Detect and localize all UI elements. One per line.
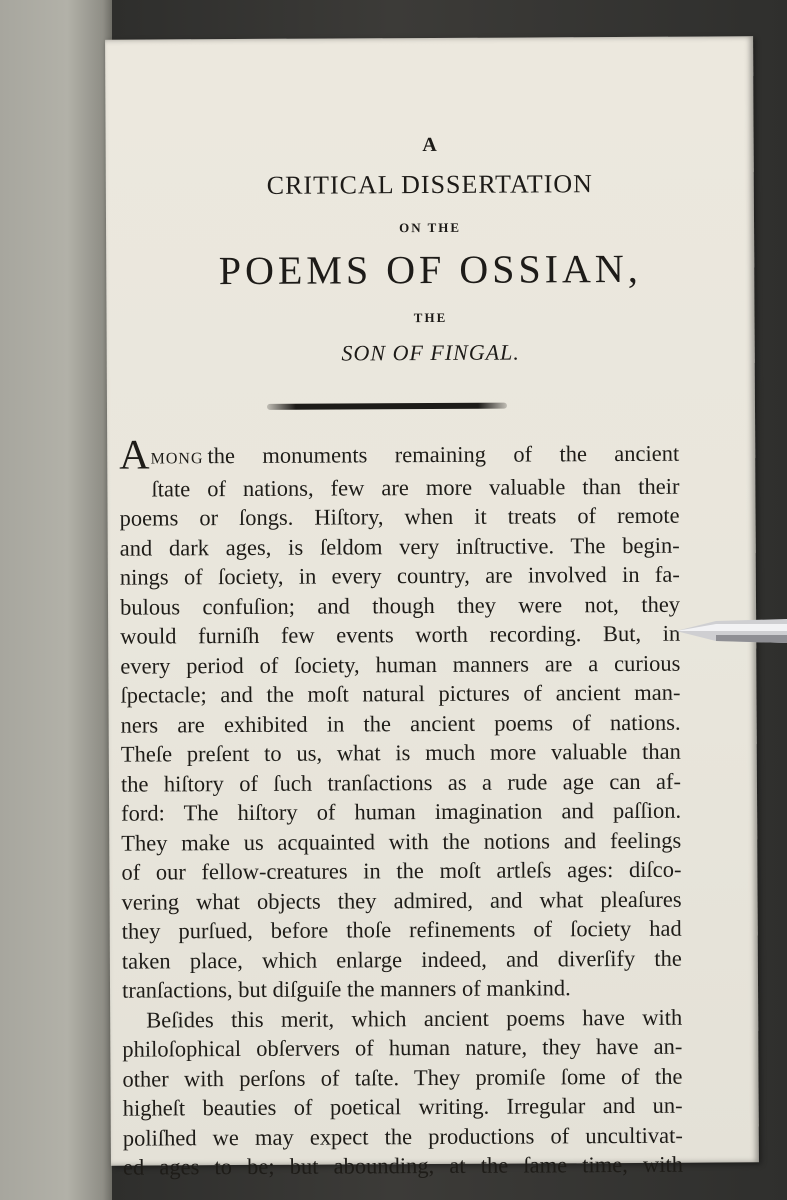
text-line: ſpectacle; and the moſt natural pictures of ancient man- — [120, 679, 681, 708]
text-line: the hiſtory of ſuch tranſactions as a rude age can af- — [120, 768, 682, 797]
facing-page-edge — [0, 0, 112, 1200]
text-line: they purſued, before thoſe refinements of ſociety had — [121, 915, 682, 944]
text-line: They make us acquainted with the notions and feelings — [121, 827, 682, 856]
title-on-the: ON THE — [399, 219, 462, 236]
text-line: higheſt beauties of poetical writing. Irregular and un- — [122, 1092, 683, 1121]
text-line: and dark ages, is ſeldom very inſtructive. The begin- — [119, 532, 680, 561]
small-caps-word: MONG — [150, 450, 204, 468]
title-critical-dissertation: CRITICAL DISSERTATION — [266, 169, 594, 200]
text-line: other with perſons of taſte. They promiſe ſome of the — [122, 1063, 683, 1092]
text-line: tranſactions, but diſguiſe the manners of mankind. — [121, 975, 571, 1003]
ornamental-rule — [267, 403, 507, 410]
text-line: nings of ſociety, in every country, are involved in fa- — [119, 561, 680, 590]
body-text — [119, 432, 684, 1182]
text-line: bulous confuſion; and though they were not, they — [119, 591, 681, 620]
text-line: ſtate of nations, few are more valuable than their — [151, 473, 680, 501]
book-page — [105, 36, 759, 1180]
pointer-pen-icon — [676, 615, 787, 647]
text-line: Theſe preſent to us, what is much more valuable than — [120, 738, 681, 767]
title-the: THE — [413, 309, 448, 326]
first-line-rest: the monuments remaining of the ancient — [207, 440, 680, 469]
text-line: would furniſh few events worth recording. But, in — [120, 620, 681, 649]
text-line: ford: The hiſtory of human imagination and paſſion. — [121, 797, 682, 826]
text-line: poliſhed we may expect the productions of uncultivat- — [122, 1122, 683, 1151]
text-line: taken place, which enlarge indeed, and diverſify the — [121, 945, 682, 974]
text-line: ners are exhibited in the ancient poems of nations. — [120, 709, 681, 738]
text-line: philoſophical obſervers of human nature, they have an- — [122, 1033, 683, 1062]
text-line: of our fellow-creatures in the moſt artleſs ages: diſco- — [121, 856, 682, 885]
title-article: A — [422, 133, 437, 157]
text-line: ed ages to be; but abounding, at the ſame time, with — [122, 1151, 684, 1180]
text-line: poems or ſongs. Hiſtory, when it treats of remote — [119, 502, 680, 531]
text-line: Beſides this merit, which ancient poems have with — [146, 1004, 683, 1033]
title-poems-of-ossian: POEMS OF OSSIAN, — [218, 245, 642, 294]
text-line: every period of ſociety, human manners are a curious — [120, 650, 681, 679]
text-line: vering what objects they admired, and what pleaſures — [121, 886, 682, 915]
text-line-1 — [119, 432, 680, 479]
drop-cap: A — [119, 432, 150, 479]
title-son-of-fingal: SON OF FINGAL. — [341, 339, 520, 366]
